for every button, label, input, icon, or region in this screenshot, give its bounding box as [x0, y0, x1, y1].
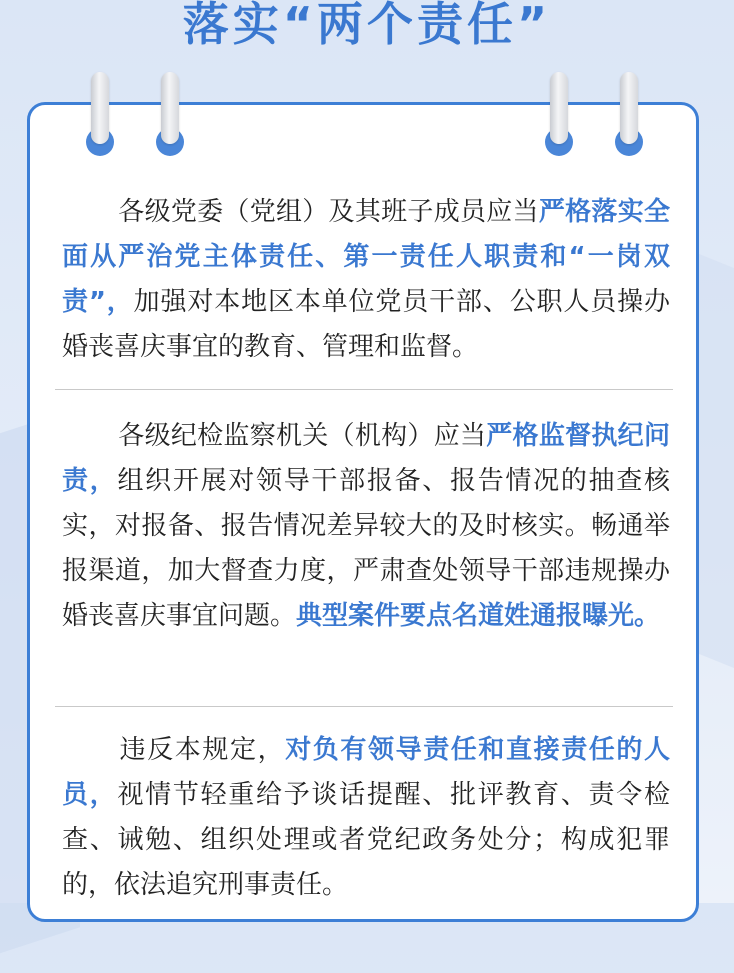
- page-title: 落实“两个责任”: [182, 0, 552, 51]
- paragraph-violation-penalty: [62, 728, 670, 908]
- binder-ring-icon: [156, 72, 184, 156]
- highlight-text: 严格落实全面从严治党主体责任、第一责任人职责和“一岗双责”，: [62, 197, 670, 317]
- paragraph-party-committee: [62, 190, 670, 370]
- binder-ring-icon: [615, 72, 643, 156]
- paragraph-text: 视情节轻重给予谈话提醒、批评教育、责令检查、诫勉、组织处理或者党纪政务处分；构成犯罪的，依法追究刑事责任。: [62, 780, 670, 900]
- divider: [55, 389, 673, 390]
- paragraph-text: 组织开展对领导干部报备、报告情况的抽查核实，对报备、报告情况差异较大的及时核实。畅通举报渠道，加大督查力度，严肃查处领导干部违规操办婚丧喜庆事宜问题。: [62, 466, 670, 631]
- paragraph-text: 各级党委（党组）及其班子成员应当: [118, 197, 539, 227]
- highlight-text: 严格监督执纪问责，: [62, 421, 670, 496]
- binder-ring-icon: [545, 72, 573, 156]
- paragraph-text: 违反本规定，: [118, 735, 286, 765]
- paragraph-discipline-inspection: [62, 414, 670, 639]
- paragraph-text: 各级纪检监察机关（机构）应当: [118, 421, 487, 451]
- paragraph-text: 加强对本地区本单位党员干部、公职人员操办婚丧喜庆事宜的教育、管理和监督。: [62, 287, 670, 362]
- binder-ring-icon: [86, 72, 114, 156]
- divider: [55, 706, 673, 707]
- highlight-text: 对负有领导责任和直接责任的人员，: [62, 735, 670, 810]
- highlight-text: 典型案件要点名道姓通报曝光。: [296, 601, 661, 631]
